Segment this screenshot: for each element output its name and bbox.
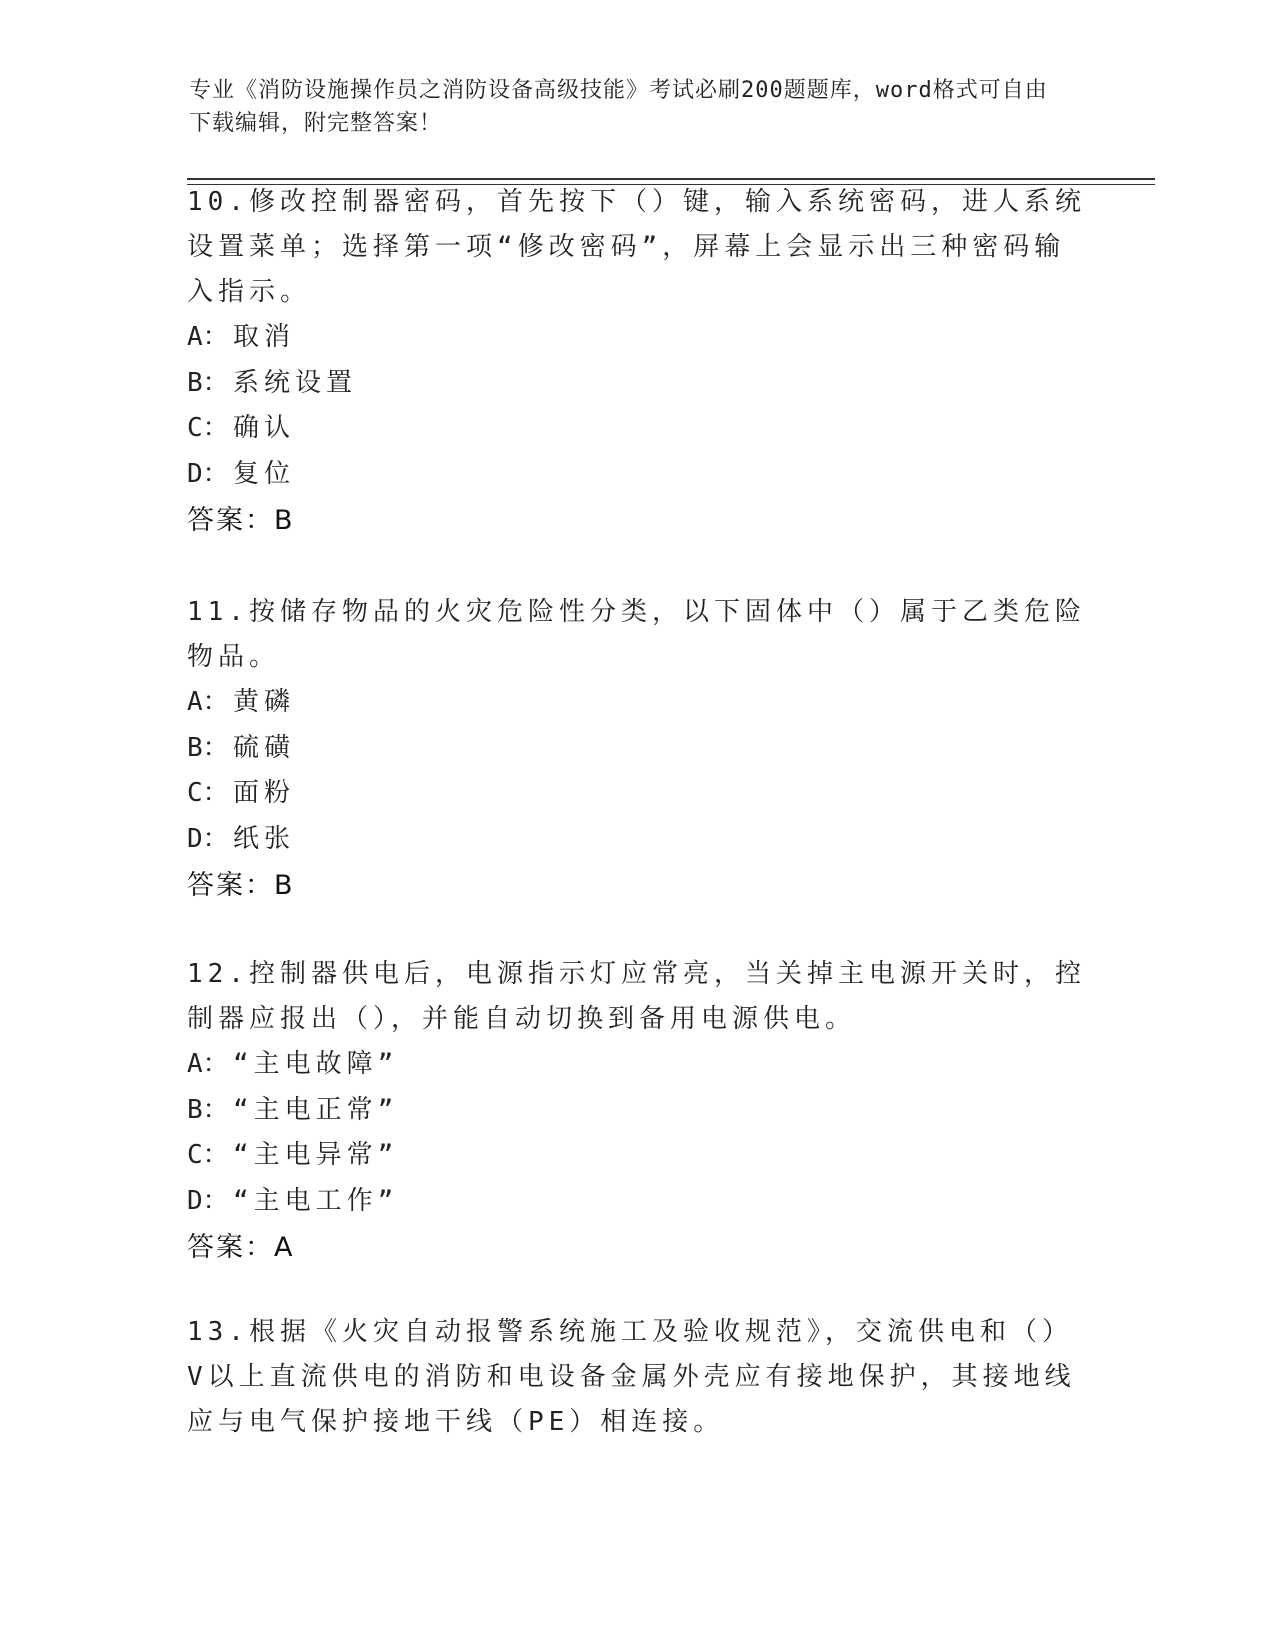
option-b — [187, 726, 1087, 772]
option-b — [187, 1088, 1087, 1134]
option-b — [187, 361, 1087, 407]
option-key: D： — [187, 823, 229, 854]
option-d — [187, 1179, 1087, 1225]
option-text: “主电工作” — [233, 1185, 399, 1216]
option-text: “主电故障” — [233, 1049, 399, 1079]
question-13 — [187, 1310, 1087, 1445]
document-intro: 专业《消防设施操作员之消防设备高级技能》考试必刷200题题库，word格式可自由下载编辑，附完整答案！ — [189, 78, 1048, 136]
answer-line: 答案：A — [187, 1232, 295, 1263]
question-11 — [187, 590, 1087, 910]
option-text: 取消 — [233, 322, 296, 352]
option-text: 系统设置 — [233, 367, 358, 398]
option-d — [187, 817, 1087, 863]
option-a — [187, 1042, 1087, 1088]
question-stem: 13.根据《火灾自动报警系统施工及验收规范》，交流供电和（）V以上直流供电的消防和电设备金属外壳应有接地保护，其接地线应与电气保护接地干线（PE）相连接。 — [187, 1317, 1076, 1437]
answer-line: 答案：B — [187, 505, 295, 536]
option-key: C： — [187, 778, 229, 808]
option-key: C： — [187, 1140, 229, 1170]
option-key: A： — [187, 687, 229, 717]
question-12 — [187, 952, 1087, 1272]
option-text: 硫磺 — [233, 732, 296, 763]
option-text: 复位 — [233, 458, 296, 489]
question-stem: 11.按储存物品的火灾危险性分类，以下固体中（）属于乙类危险物品。 — [187, 597, 1086, 672]
option-key: D： — [187, 1185, 229, 1216]
option-a — [187, 680, 1087, 726]
option-text: “主电异常” — [233, 1140, 399, 1170]
option-key: D： — [187, 458, 229, 489]
option-text: 纸张 — [233, 823, 296, 854]
option-key: B： — [187, 732, 229, 763]
option-text: 确认 — [233, 413, 296, 443]
option-key: A： — [187, 1049, 229, 1079]
option-key: C： — [187, 413, 229, 443]
question-10 — [187, 180, 1087, 545]
option-c — [187, 406, 1087, 452]
option-c — [187, 771, 1087, 817]
answer-line: 答案：B — [187, 870, 295, 901]
option-key: B： — [187, 1094, 229, 1125]
question-stem: 12.控制器供电后，电源指示灯应常亮，当关掉主电源开关时，控制器应报出（），并能自动切换到备用电源供电。 — [187, 959, 1086, 1034]
question-stem: 10.修改控制器密码，首先按下（）键，输入系统密码，进人系统设置菜单；选择第一项“修改密码”，屏幕上会显示出三种密码输入指示。 — [187, 187, 1086, 307]
option-text: 面粉 — [233, 778, 296, 808]
option-text: “主电正常” — [233, 1094, 399, 1125]
option-text: 黄磷 — [233, 687, 296, 717]
option-key: A： — [187, 322, 229, 352]
option-a — [187, 315, 1087, 361]
option-key: B： — [187, 367, 229, 398]
option-d — [187, 452, 1087, 498]
option-c — [187, 1133, 1087, 1179]
